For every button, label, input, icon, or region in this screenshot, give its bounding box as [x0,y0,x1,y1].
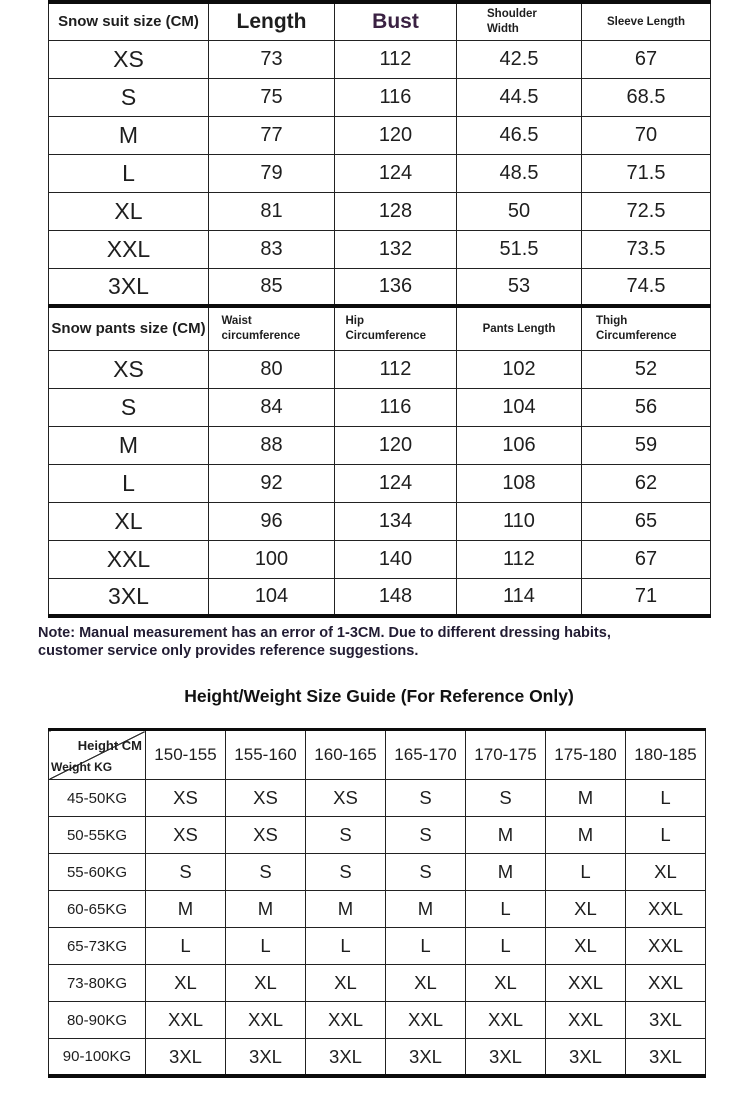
size-cell: XS [49,350,209,388]
size-value-cell: XS [306,780,386,817]
value-cell: 79 [209,154,335,192]
column-header-label: Shoulder Width [487,8,537,35]
size-value-cell: XL [546,891,626,928]
weight-range-cell: 45-50KG [49,780,146,817]
value-cell: 50 [457,192,582,230]
value-cell: 67 [582,40,711,78]
size-value-cell: XL [386,965,466,1002]
size-value-cell: M [546,780,626,817]
value-cell: 114 [457,578,582,616]
size-value-cell: S [386,780,466,817]
value-cell: 65 [582,502,711,540]
size-cell: 3XL [49,578,209,616]
value-cell: 73 [209,40,335,78]
value-cell: 48.5 [457,154,582,192]
size-cell: M [49,426,209,464]
value-cell: 56 [582,388,711,426]
value-cell: 112 [457,540,582,578]
table-row [49,540,711,578]
size-value-cell: M [146,891,226,928]
size-value-cell: 3XL [226,1039,306,1076]
table-row [49,1002,706,1039]
size-cell: M [49,116,209,154]
height-column-header: 175-180 [546,730,626,780]
value-cell: 112 [335,350,457,388]
table-row [49,464,711,502]
suit-and-pants-size-table [48,0,711,618]
size-cell: XL [49,192,209,230]
value-cell: 70 [582,116,711,154]
size-value-cell: L [626,780,706,817]
height-column-header: 150-155 [146,730,226,780]
value-cell: 132 [335,230,457,268]
column-header-hip [335,306,457,350]
size-value-cell: XXL [146,1002,226,1039]
value-cell: 71 [582,578,711,616]
size-cell: XL [49,502,209,540]
value-cell: 74.5 [582,268,711,306]
corner-height-label: Height CM [77,738,142,754]
value-cell: 128 [335,192,457,230]
value-cell: 110 [457,502,582,540]
weight-range-cell: 60-65KG [49,891,146,928]
table-row [49,426,711,464]
size-cell: 3XL [49,268,209,306]
height-column-header: 155-160 [226,730,306,780]
pants-table-title: Snow pants size (CM) [49,306,209,350]
size-value-cell: S [386,854,466,891]
value-cell: 148 [335,578,457,616]
height-weight-corner-cell [49,730,146,780]
size-value-cell: L [306,928,386,965]
size-value-cell: XXL [546,965,626,1002]
column-header-length: Length [209,2,335,40]
table-row [49,268,711,306]
size-value-cell: M [546,817,626,854]
column-header-thigh [582,306,711,350]
value-cell: 72.5 [582,192,711,230]
size-value-cell: XXL [466,1002,546,1039]
value-cell: 67 [582,540,711,578]
size-value-cell: M [386,891,466,928]
value-cell: 51.5 [457,230,582,268]
value-cell: 136 [335,268,457,306]
value-cell: 92 [209,464,335,502]
table-row [49,230,711,268]
value-cell: 62 [582,464,711,502]
value-cell: 83 [209,230,335,268]
table-row [49,192,711,230]
value-cell: 81 [209,192,335,230]
size-value-cell: 3XL [466,1039,546,1076]
size-value-cell: L [466,928,546,965]
size-value-cell: 3XL [146,1039,226,1076]
size-value-cell: M [466,817,546,854]
weight-range-cell: 80-90KG [49,1002,146,1039]
value-cell: 44.5 [457,78,582,116]
guide-title: Height/Weight Size Guide (For Reference Only) [184,686,574,707]
value-cell: 120 [335,426,457,464]
size-cell: L [49,154,209,192]
value-cell: 116 [335,388,457,426]
size-value-cell: XS [226,817,306,854]
value-cell: 120 [335,116,457,154]
size-value-cell: L [226,928,306,965]
column-header-label: Hip Circumference [345,315,427,342]
size-value-cell: 3XL [546,1039,626,1076]
value-cell: 52 [582,350,711,388]
size-value-cell: M [306,891,386,928]
size-value-cell: 3XL [386,1039,466,1076]
value-cell: 75 [209,78,335,116]
value-cell: 96 [209,502,335,540]
table-row [49,502,711,540]
size-value-cell: XL [306,965,386,1002]
value-cell: 42.5 [457,40,582,78]
size-value-cell: L [146,928,226,965]
size-value-cell: S [306,854,386,891]
size-value-cell: XXL [306,1002,386,1039]
size-value-cell: L [466,891,546,928]
value-cell: 88 [209,426,335,464]
table-row [49,1039,706,1076]
weight-range-cell: 50-55KG [49,817,146,854]
size-value-cell: 3XL [626,1039,706,1076]
table-row [49,578,711,616]
value-cell: 46.5 [457,116,582,154]
size-cell: L [49,464,209,502]
table-row [49,40,711,78]
size-value-cell: XL [626,854,706,891]
size-cell: XXL [49,540,209,578]
size-value-cell: XXL [626,928,706,965]
value-cell: 102 [457,350,582,388]
size-value-cell: XL [546,928,626,965]
size-value-cell: S [226,854,306,891]
weight-range-cell: 90-100KG [49,1039,146,1076]
size-value-cell: M [226,891,306,928]
size-value-cell: XS [226,780,306,817]
value-cell: 71.5 [582,154,711,192]
weight-range-cell: 55-60KG [49,854,146,891]
value-cell: 68.5 [582,78,711,116]
size-cell: XS [49,40,209,78]
value-cell: 85 [209,268,335,306]
size-value-cell: L [386,928,466,965]
suit-table-title: Snow suit size (CM) [49,2,209,40]
size-cell: S [49,78,209,116]
value-cell: 140 [335,540,457,578]
table-row [49,817,706,854]
column-header-pants-length: Pants Length [457,306,582,350]
weight-range-cell: 73-80KG [49,965,146,1002]
size-value-cell: XXL [546,1002,626,1039]
size-value-cell: XS [146,817,226,854]
size-value-cell: 3XL [306,1039,386,1076]
value-cell: 104 [209,578,335,616]
table-row [49,78,711,116]
column-header-label: Thigh Circumference [596,315,677,342]
pants-header-row [49,306,711,350]
column-header-waist [209,306,335,350]
size-value-cell: S [306,817,386,854]
height-column-header: 160-165 [306,730,386,780]
table-row [49,116,711,154]
height-column-header: 170-175 [466,730,546,780]
table-row [49,154,711,192]
column-header-sleeve-length: Sleeve Length [582,2,711,40]
size-cell: XXL [49,230,209,268]
value-cell: 104 [457,388,582,426]
suit-header-row [49,2,711,40]
size-value-cell: XL [466,965,546,1002]
size-value-cell: M [466,854,546,891]
value-cell: 100 [209,540,335,578]
value-cell: 124 [335,154,457,192]
size-value-cell: S [386,817,466,854]
height-column-header: 165-170 [386,730,466,780]
value-cell: 108 [457,464,582,502]
value-cell: 116 [335,78,457,116]
size-value-cell: XXL [226,1002,306,1039]
value-cell: 112 [335,40,457,78]
size-value-cell: L [626,817,706,854]
height-weight-guide-table [48,728,706,1078]
value-cell: 77 [209,116,335,154]
value-cell: 84 [209,388,335,426]
table-row [49,388,711,426]
size-value-cell: XL [226,965,306,1002]
table-row [49,780,706,817]
table-row [49,928,706,965]
table-row [49,350,711,388]
table-row [49,891,706,928]
size-value-cell: L [546,854,626,891]
guide-header-row [49,730,706,780]
measurement-note: Note: Manual measurement has an error of 1-3CM. Due to different dressing habits, customer service only provides reference suggestions. [38,625,611,659]
size-value-cell: XXL [626,965,706,1002]
value-cell: 134 [335,502,457,540]
table-row [49,965,706,1002]
value-cell: 106 [457,426,582,464]
size-value-cell: S [466,780,546,817]
size-value-cell: XS [146,780,226,817]
corner-weight-label: Weight KG [51,760,113,775]
value-cell: 80 [209,350,335,388]
height-column-header: 180-185 [626,730,706,780]
size-cell: S [49,388,209,426]
size-value-cell: XXL [626,891,706,928]
weight-range-cell: 65-73KG [49,928,146,965]
size-value-cell: XL [146,965,226,1002]
column-header-label: Waist circumference [221,315,301,342]
value-cell: 73.5 [582,230,711,268]
value-cell: 124 [335,464,457,502]
value-cell: 53 [457,268,582,306]
table-row [49,854,706,891]
column-header-shoulder-width [457,2,582,40]
size-value-cell: 3XL [626,1002,706,1039]
value-cell: 59 [582,426,711,464]
size-value-cell: XXL [386,1002,466,1039]
size-value-cell: S [146,854,226,891]
column-header-bust: Bust [335,2,457,40]
